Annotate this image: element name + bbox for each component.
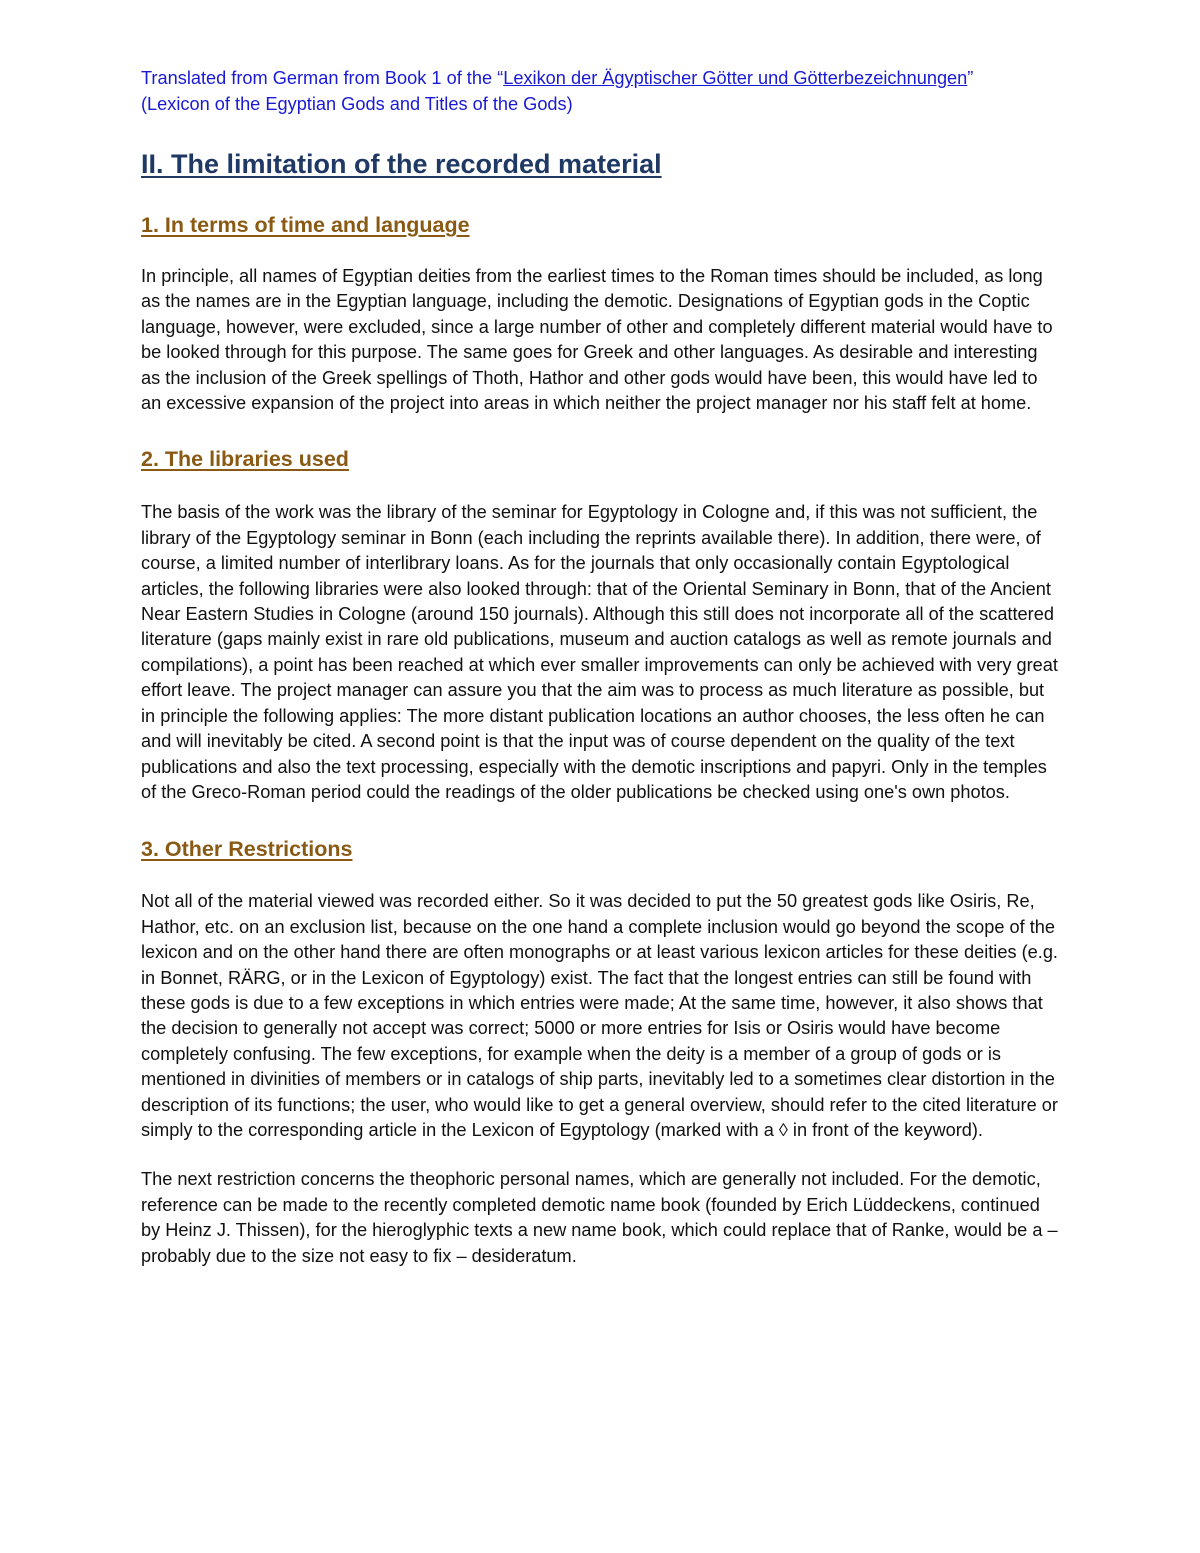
section-heading-time-language: 1. In terms of time and language [141, 213, 470, 237]
section-heading-other-restrictions: 3. Other Restrictions [141, 837, 353, 862]
section-paragraph: In principle, all names of Egyptian deities from the earliest times to the Roman times should be included, as long as the names are in the Egyptian language, including the demotic. Designations of Egyptian gods in the Coptic language, however, were excluded, since a large number of other and completely different material would have to be looked through for this purpose. The same goes for Greek and other languages. As desirable and interesting as the inclusion of the Greek spellings of Thoth, Hathor and other gods would have been, this would have led to an excessive expansion of the project into areas in which neither the project manager nor his staff felt at home. [141, 266, 1053, 414]
section-heading-libraries: 2. The libraries used [141, 447, 349, 472]
translation-note-subtitle: (Lexicon of the Egyptian Gods and Titles of the Gods) [141, 93, 573, 114]
document-page [141, 66, 1061, 1269]
translation-note-suffix: ” [967, 68, 974, 88]
translation-note-prefix: Translated from German from Book 1 of the “ [141, 68, 504, 88]
section-paragraph: The next restriction concerns the theophoric personal names, which are generally not included. For the demotic, reference can be made to the recently completed demotic name book (founded by Erich Lüddeckens, continued by Heinz J. Thissen), for the hieroglyphic texts a new name book, which could replace that of Ranke, would be a – probably due to the size not easy to fix – desideratum. [141, 1169, 1058, 1266]
lexikon-link[interactable]: Lexikon der Ägyptischer Götter und Götterbezeichnungen [503, 68, 968, 88]
section-paragraph: The basis of the work was the library of the seminar for Egyptology in Cologne and, if this was not sufficient, the library of the Egyptology seminar in Bonn (each including the reprints available there). In addition, there were, of course, a limited number of interlibrary loans. As for the journals that only occasionally contain Egyptological articles, the following libraries were also looked through: that of the Oriental Seminary in Bonn, that of the Ancient Near Eastern Studies in Cologne (around 150 journals). Although this still does not incorporate all of the scattered literature (gaps mainly exist in rare old publications, museum and auction catalogs as well as remote journals and compilations), a point has been reached at which ever smaller improvements can only be achieved with very great effort leave. The project manager can assure you that the aim was to process as much literature as possible, but in principle the following applies: The more distant publication locations an author chooses, the less often he can and will inevitably be cited. A second point is that the input was of course dependent on the quality of the text publications and also the text processing, especially with the demotic inscriptions and papyri. Only in the temples of the Greco-Roman period could the readings of the older publications be checked using one's own photos. [141, 502, 1058, 802]
page-title: II. The limitation of the recorded material [141, 149, 662, 179]
translation-note [141, 66, 1061, 117]
section-paragraph: Not all of the material viewed was recorded either. So it was decided to put the 50 greatest gods like Osiris, Re, Hathor, etc. on an exclusion list, because on the one hand a complete inclusion would go beyond the scope of the lexicon and on the other hand there are often monographs or at least various lexicon articles for these deities (e.g. in Bonnet, RÄRG, or in the Lexicon of Egyptology) exist. The fact that the longest entries can still be found with these gods is due to a few exceptions in which entries were made; At the same time, however, it also shows that the decision to generally not accept was correct; 5000 or more entries for Isis or Osiris would have become completely confusing. The few exceptions, for example when the deity is a member of a group of gods or is mentioned in divinities of members or in catalogs of ship parts, inevitably led to a sometimes clear distortion in the description of its functions; the user, who would like to get a general overview, should refer to the cited literature or simply to the corresponding article in the Lexicon of Egyptology (marked with a ◊ in front of the keyword). [141, 891, 1058, 1140]
